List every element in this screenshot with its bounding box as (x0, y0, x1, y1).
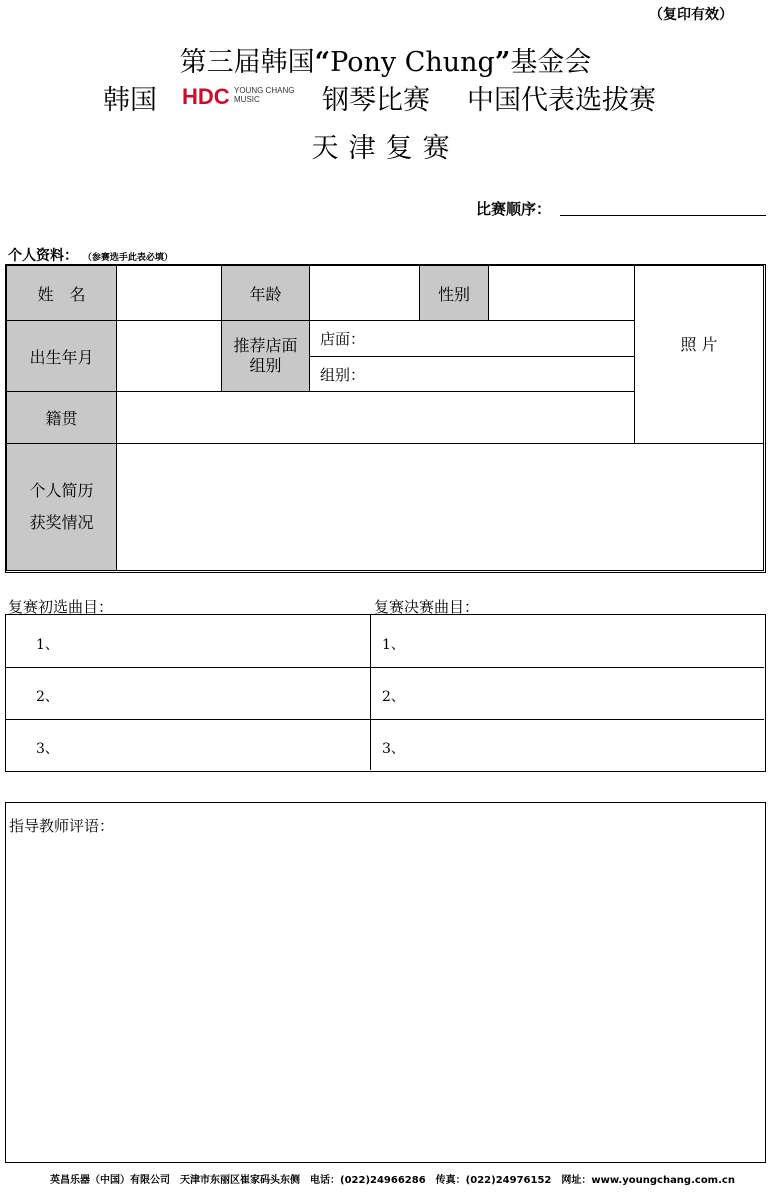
prelim-piece-2[interactable]: 2、 (36, 689, 59, 705)
birth-label: 出生年月 (29, 347, 94, 367)
gender-input-cell[interactable] (488, 265, 635, 321)
prelim-pieces-label: 复赛初选曲目： (8, 598, 114, 616)
gender-label-cell (419, 265, 489, 321)
hdc-logo-subtext (234, 86, 294, 104)
name-label-cell (6, 265, 117, 321)
resume-input-cell[interactable] (116, 443, 764, 571)
name-label: 姓 名 (37, 284, 86, 304)
native-input-cell[interactable] (116, 391, 635, 444)
personal-info-table (5, 264, 766, 573)
age-label: 年龄 (249, 284, 282, 304)
group-label: 组别： (320, 365, 366, 384)
order-input-line[interactable] (560, 215, 766, 216)
final-piece-1[interactable]: 1、 (382, 637, 405, 653)
title-line-1 (0, 40, 771, 79)
birth-input-cell[interactable] (116, 320, 222, 392)
pieces-row-divider-1 (6, 667, 764, 668)
birth-label-cell (6, 320, 117, 392)
resume-label-cell (6, 443, 117, 571)
store-label: 店面： (320, 330, 366, 348)
title1-pre: 第三届韩国 (179, 47, 315, 78)
title2-korea: 韩国 (103, 85, 157, 116)
personal-section-label (8, 245, 173, 265)
name-input-cell[interactable] (116, 265, 222, 321)
pieces-row-divider-2 (6, 719, 764, 720)
photo-label: 照 片 (680, 335, 718, 354)
prelim-piece-1[interactable]: 1、 (36, 637, 59, 653)
gender-label: 性别 (437, 284, 470, 304)
final-pieces-label: 复赛决赛曲目： (374, 598, 480, 616)
hdc-sub-line-2: MUSIC (234, 95, 260, 104)
title2-china-selection: 中国代表选拔赛 (467, 85, 656, 116)
store-group-label-cell (221, 320, 310, 392)
title2-piano-contest: 钢琴比赛 (322, 85, 430, 116)
title1-pony-chung: Pony Chung (330, 47, 495, 78)
resume-label-1: 个人简历 (29, 481, 94, 500)
footer-company-info: 英昌乐器（中国）有限公司 天津市东丽区崔家码头东侧 电话：(022)24966286 传真：(022)24976152 网址：www.youngchang.com.cn (50, 1175, 735, 1186)
photo-cell[interactable] (634, 265, 764, 444)
order-label: 比赛顺序： (476, 200, 552, 218)
final-piece-2[interactable]: 2、 (382, 689, 405, 705)
teacher-comment-box[interactable] (5, 802, 766, 1163)
store-group-label-2: 组别 (249, 356, 282, 375)
store-input-cell[interactable] (309, 320, 635, 357)
title1-quote-close: ” (494, 47, 511, 78)
group-input-cell[interactable] (309, 356, 635, 392)
resume-label-2: 获奖情况 (29, 513, 94, 532)
personal-label-note: （参赛选手此表必填） (82, 253, 173, 263)
store-group-label-1: 推荐店面 (233, 336, 298, 355)
teacher-comment-label: 指导教师评语： (9, 817, 115, 835)
title-tianjin-semifinal: 天津复赛 (311, 133, 460, 164)
title1-quote-open: “ (314, 47, 331, 78)
age-input-cell[interactable] (309, 265, 420, 321)
pieces-divider (370, 615, 371, 770)
native-label: 籍贯 (45, 409, 78, 428)
personal-label-text: 个人资料： (8, 248, 78, 264)
native-label-cell (6, 391, 117, 444)
final-piece-3[interactable]: 3、 (382, 741, 405, 757)
hdc-sub-line-1: YOUNG CHANG (234, 86, 295, 95)
copy-valid-note: （复印有效） (649, 7, 733, 23)
age-label-cell (221, 265, 310, 321)
pieces-table (5, 614, 766, 772)
title1-post: 基金会 (510, 47, 592, 78)
prelim-piece-3[interactable]: 3、 (36, 741, 59, 757)
hdc-logo-text: HDC (182, 84, 230, 109)
